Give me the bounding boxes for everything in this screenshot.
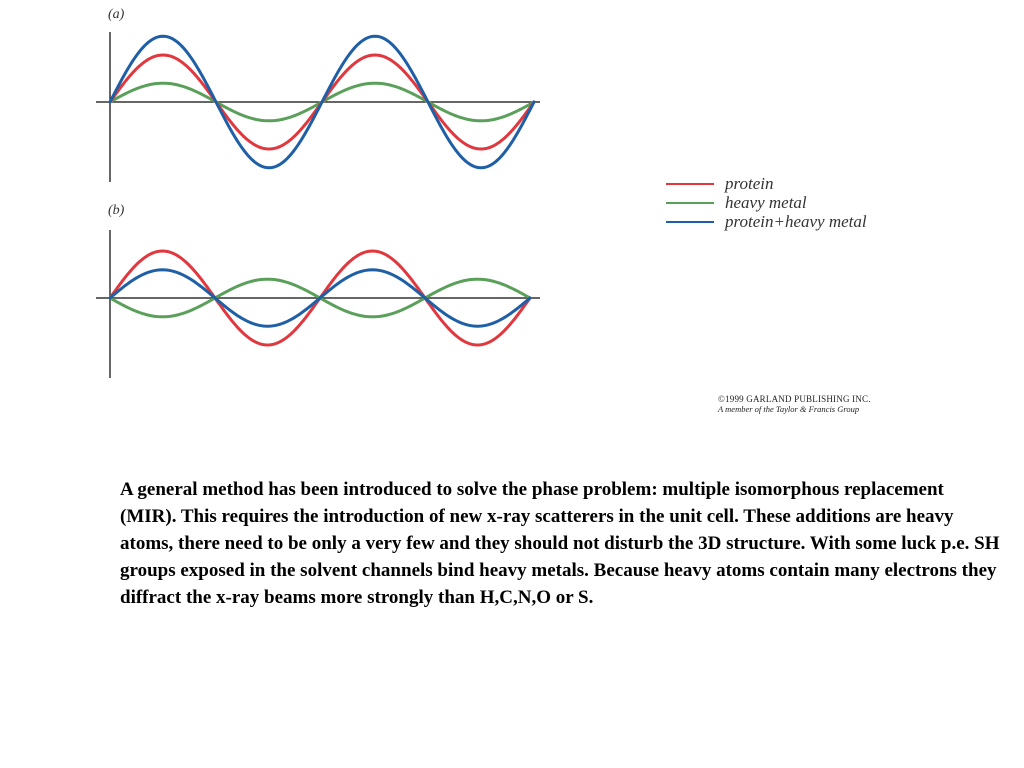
panel-a	[96, 7, 540, 182]
legend-label: protein	[725, 174, 774, 193]
legend-label: protein+heavy metal	[725, 212, 867, 231]
description-paragraph: A general method has been introduced to solve the phase problem: multiple isomorphous replacement (MIR). This requires the introduction of new x-ray scatterers in the unit cell. These additions are heavy atoms, there need to be only a very few and they should not disturb the 3D structure. With some luck p.e. SH groups exposed in the solvent channels bind heavy metals. Because heavy atoms contain many electrons they diffract the x-ray beams more strongly than H,C,N,O or S.	[120, 479, 1000, 608]
copyright-notice	[718, 394, 958, 414]
legend	[666, 174, 867, 231]
panel-label: (b)	[108, 203, 125, 218]
legend-label: heavy metal	[725, 193, 807, 212]
panel-b	[96, 203, 540, 378]
copyright-line-1: ©1999 GARLAND PUBLISHING INC.	[718, 394, 871, 404]
panel-label: (a)	[108, 7, 125, 22]
copyright-line-2: A member of the Taylor & Francis Group	[718, 404, 860, 414]
